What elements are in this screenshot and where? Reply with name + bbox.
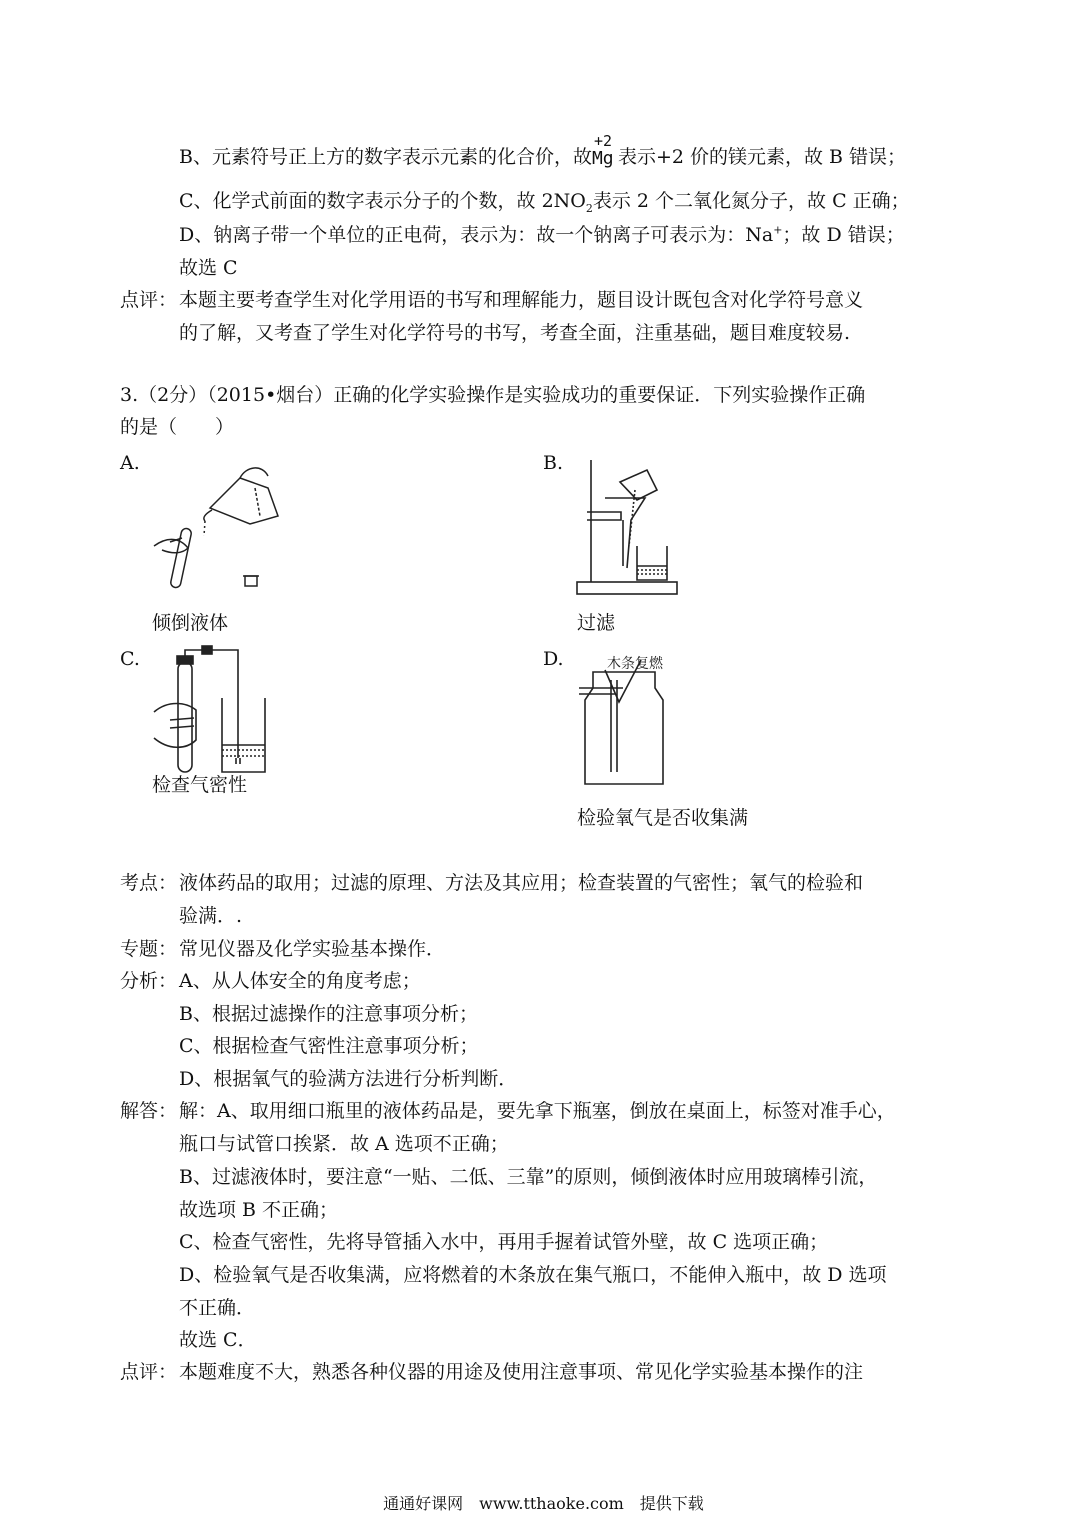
option-b-caption: 过滤 [577,612,616,634]
pouring-liquid-illustration [150,458,290,598]
prev-review-label: 点评： [120,289,178,311]
q3-stem-1: 3.（2分）（2015•烟台）正确的化学实验操作是实验成功的重要保证．下列实验操作正确 [120,384,866,406]
option-c-letter: C. [120,648,140,670]
dianping-label: 点评： [120,1361,178,1383]
kaodian-label: 考点： [120,872,178,894]
jieda-b2: 故选项 B 不正确； [179,1199,339,1221]
filtration-illustration [575,450,690,600]
prev-line-d: D、钠离子带一个单位的正电荷，表示为：故一个钠离子可表示为：Na+；故 D 错误； [179,223,905,246]
prev-review-1: 本题主要考查学生对化学用语的书写和理解能力，题目设计既包含对化学符号意义 [179,289,864,311]
page-footer: 通通好课网 www.tthaoke.com 提供下载 [383,1494,704,1513]
option-d-caption: 检验氧气是否收集满 [577,807,749,829]
jieda-answer: 故选 C． [179,1329,257,1351]
prev-review-2: 的了解，又考查了学生对化学符号的书写，考查全面，注重基础，题目难度较易. [179,322,851,344]
prev-answer: 故选 C [179,257,238,279]
option-c-caption: 检查气密性 [152,774,248,796]
valence-mg: +2 Mg [591,132,614,169]
fenxi-a: A、从人体安全的角度考虑； [179,970,421,992]
option-a-caption: 倾倒液体 [152,612,229,634]
option-d-letter: D. [543,648,564,670]
fenxi-d: D、根据氧气的验满方法进行分析判断． [179,1068,518,1090]
kaodian-1: 液体药品的取用；过滤的原理、方法及其应用；检查装置的气密性；氧气的检验和 [179,872,864,894]
jieda-d1: D、检验氧气是否收集满，应将燃着的木条放在集气瓶口，不能伸入瓶中，故 D 选项 [179,1264,887,1286]
option-b-letter: B. [543,452,564,474]
fenxi-label: 分析： [120,970,178,992]
option-d-inset-label: 木条复燃 [607,656,663,672]
fenxi-b: B、根据过滤操作的注意事项分析； [179,1003,478,1025]
jieda-b1: B、过滤液体时，要注意“一贴、二低、三靠”的原则，倾倒液体时应用玻璃棒引流， [179,1166,878,1188]
jieda-a1: 解：A、取用细口瓶里的液体药品是，要先拿下瓶塞，倒放在桌面上，标签对准手心， [179,1100,896,1122]
kaodian-2: 验满．. [179,905,243,927]
zhuanti-label: 专题： [120,938,178,960]
airtightness-check-illustration [150,640,280,780]
oxygen-full-check-illustration [575,650,685,790]
prev-line-c: C、化学式前面的数字表示分子的个数，故 $2NO_2$表示 2 个二氧化氮分子，故 C 正确； [179,190,910,215]
q3-stem-2: 的是（ ） [120,416,235,438]
jieda-d2: 不正确． [179,1297,256,1319]
jieda-label: 解答： [120,1100,178,1122]
dianping: 本题难度不大，熟悉各种仪器的用途及使用注意事项、常见化学实验基本操作的注 [179,1361,864,1383]
option-a-letter: A. [120,452,140,474]
zhuanti: 常见仪器及化学实验基本操作． [179,938,446,960]
fenxi-c: C、根据检查气密性注意事项分析； [179,1035,479,1057]
jieda-c: C、检查气密性，先将导管插入水中，再用手握着试管外壁，故 C 选项正确； [179,1231,829,1253]
prev-line-b: B、元素符号正上方的数字表示元素的化合价，故 +2 Mg 表示+2 价的镁元素，故 B 错误； [179,132,907,169]
jieda-a2: 瓶口与试管口挨紧．故 A 选项不正确； [179,1133,509,1155]
